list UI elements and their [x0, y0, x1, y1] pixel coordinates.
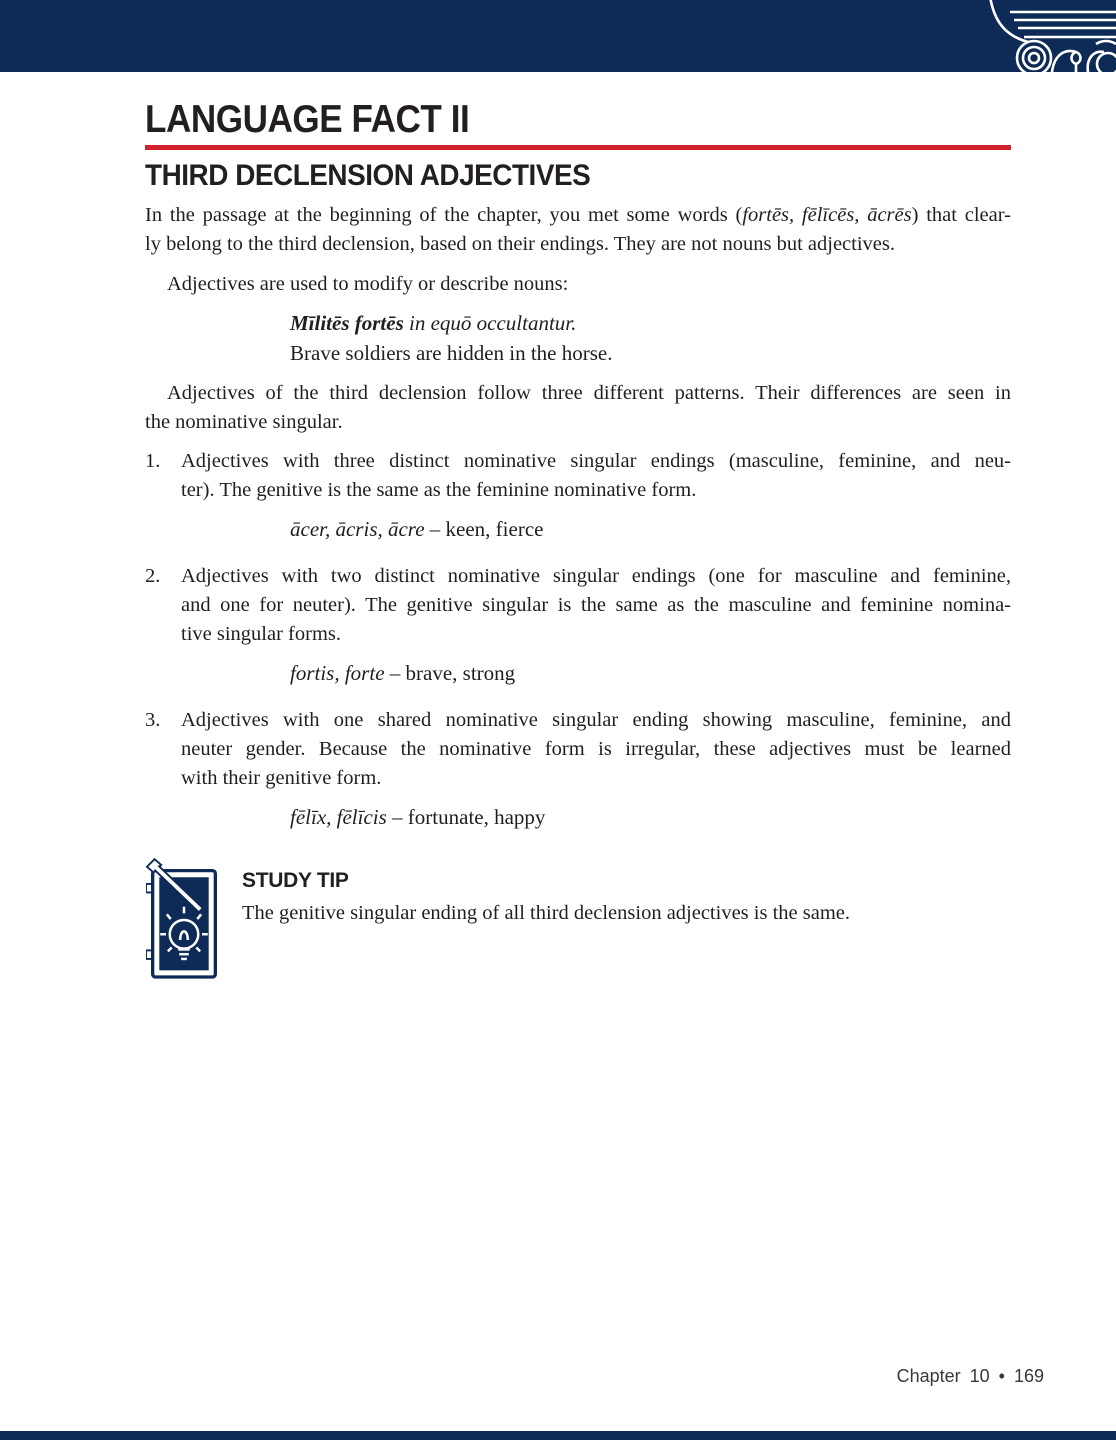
text-line: Adjectives are used to modify or describe nouns:	[167, 273, 569, 295]
list-item-1	[145, 447, 1011, 553]
adjectives-usage-paragraph	[145, 270, 1011, 299]
page-title: LANGUAGE FACT II	[145, 98, 470, 141]
study-tip-text: The genitive singular ending of all third declension adjectives is the same.	[242, 902, 850, 924]
page-content	[145, 98, 1011, 987]
section-title: THIRD DECLENSION ADJECTIVES	[145, 159, 591, 192]
numbered-list	[145, 447, 1011, 841]
study-tip-box	[145, 858, 1011, 987]
latin-example: fortis, forte – brave, strong	[290, 661, 516, 685]
text-line: the nominative singular.	[145, 411, 343, 433]
list-item-number: 3.	[145, 709, 161, 731]
patterns-paragraph	[145, 379, 1011, 437]
text-line: Adjectives of the third declension follow three different patterns. Their differences are seen in	[167, 382, 1011, 404]
english-translation: Brave soldiers are hidden in the horse.	[290, 341, 613, 365]
text-line: neuter gender. Because the nominative form is irregular, these adjectives must be learned	[181, 738, 1011, 760]
study-tip-content	[242, 858, 850, 987]
pinned-lightbulb-note-icon	[146, 858, 222, 987]
text-line: ter). The genitive is the same as the feminine nominative form.	[181, 479, 697, 501]
list-item-number: 2.	[145, 565, 161, 587]
bottom-navy-band	[0, 1431, 1116, 1440]
latin-example: ācer, ācris, ācre – keen, fierce	[290, 517, 544, 541]
text-line: with their genitive form.	[181, 767, 382, 789]
text-line: Adjectives with one shared nominative singular ending showing masculine, feminine, and	[181, 709, 1011, 731]
list-item-number: 1.	[145, 450, 161, 472]
text-line: and one for neuter). The genitive singular is the same as the masculine and feminine nomina-	[181, 594, 1011, 616]
latin-sentence: Mīlitēs fortēs in equō occultantur.	[290, 311, 577, 335]
study-tip-heading: STUDY TIP	[242, 869, 349, 892]
list-item-3	[145, 706, 1011, 841]
text-line: tive singular forms.	[181, 623, 341, 645]
top-navy-band	[0, 0, 1116, 72]
list-item-2	[145, 562, 1011, 697]
red-rule	[145, 145, 1011, 150]
ionic-column-capital-icon	[984, 0, 1116, 72]
intro-paragraph	[145, 201, 1011, 259]
text-line: In the passage at the beginning of the chapter, you met some words (fortēs, fēlīcēs, ācrēs) that clear-	[145, 204, 1011, 226]
latin-example: fēlīx, fēlīcis – fortunate, happy	[290, 805, 546, 829]
latin-example-block	[290, 308, 1011, 368]
list-item-body	[181, 447, 1011, 553]
list-item-body	[181, 562, 1011, 697]
page-footer: Chapter 10 • 169	[896, 1366, 1044, 1386]
text-line: Adjectives with three distinct nominative singular endings (masculine, feminine, and neu-	[181, 450, 1011, 472]
text-line: ly belong to the third declension, based on their endings. They are not nouns but adjectives.	[145, 233, 895, 255]
text-line: Adjectives with two distinct nominative singular endings (one for masculine and feminine,	[181, 565, 1011, 587]
list-item-body	[181, 706, 1011, 841]
